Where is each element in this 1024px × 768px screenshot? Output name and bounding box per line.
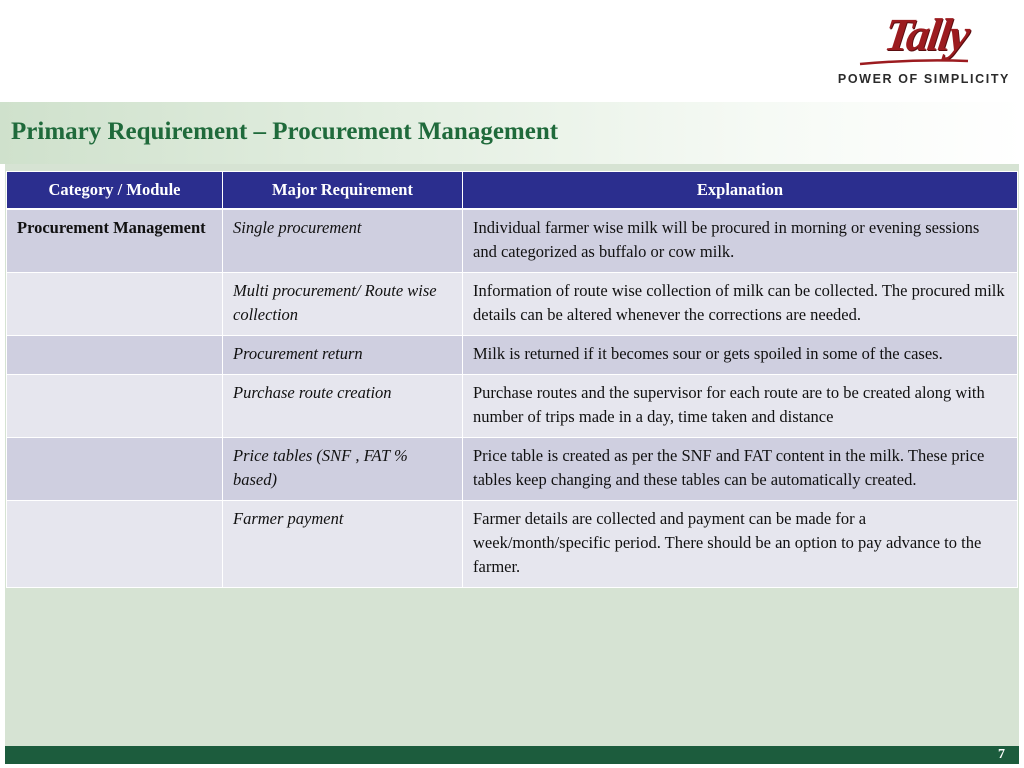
header-category: Category / Module — [7, 172, 223, 210]
explanation-cell: Information of route wise collection of milk can be collected. The procured milk details can be altered whenever the corrections are needed. — [463, 273, 1018, 336]
category-cell — [7, 336, 223, 375]
brand-tagline: POWER OF SIMPLICITY — [837, 72, 1010, 86]
table-header-row — [7, 172, 1018, 210]
header-requirement: Major Requirement — [223, 172, 463, 210]
slide-title: Primary Requirement – Procurement Management — [11, 118, 559, 145]
explanation-cell: Price table is created as per the SNF and FAT content in the milk. These price tables keep changing and these tables can be automatically created. — [463, 438, 1018, 501]
tally-logo-mark: Tally — [881, 9, 972, 60]
requirement-cell: Procurement return — [223, 336, 463, 375]
category-cell: Procurement Management — [7, 209, 223, 273]
header-explanation: Explanation — [463, 172, 1018, 210]
requirement-cell: Multi procurement/ Route wise collection — [223, 273, 463, 336]
table-row — [7, 501, 1018, 588]
category-cell — [7, 273, 223, 336]
category-cell — [7, 375, 223, 438]
footer-bar — [5, 746, 1019, 764]
page-number: 7 — [998, 747, 1005, 762]
explanation-cell: Individual farmer wise milk will be procured in morning or evening sessions and categorized as buffalo or cow milk. — [463, 209, 1018, 273]
table-row — [7, 336, 1018, 375]
explanation-cell: Farmer details are collected and payment can be made for a week/month/specific period. There should be an option to pay advance to the farmer. — [463, 501, 1018, 588]
requirement-cell: Purchase route creation — [223, 375, 463, 438]
table-row — [7, 209, 1018, 273]
explanation-cell: Milk is returned if it becomes sour or gets spoiled in some of the cases. — [463, 336, 1018, 375]
requirement-cell: Farmer payment — [223, 501, 463, 588]
table-row — [7, 273, 1018, 336]
category-cell — [7, 501, 223, 588]
table-row — [7, 375, 1018, 438]
requirements-table — [6, 171, 1018, 588]
tally-logo — [837, 8, 1010, 92]
requirement-cell: Single procurement — [223, 209, 463, 273]
category-cell — [7, 438, 223, 501]
table-row — [7, 438, 1018, 501]
explanation-cell: Purchase routes and the supervisor for each route are to be created along with number of trips made in a day, time taken and distance — [463, 375, 1018, 438]
logo-swoosh-icon — [858, 58, 970, 66]
requirement-cell: Price tables (SNF , FAT % based) — [223, 438, 463, 501]
